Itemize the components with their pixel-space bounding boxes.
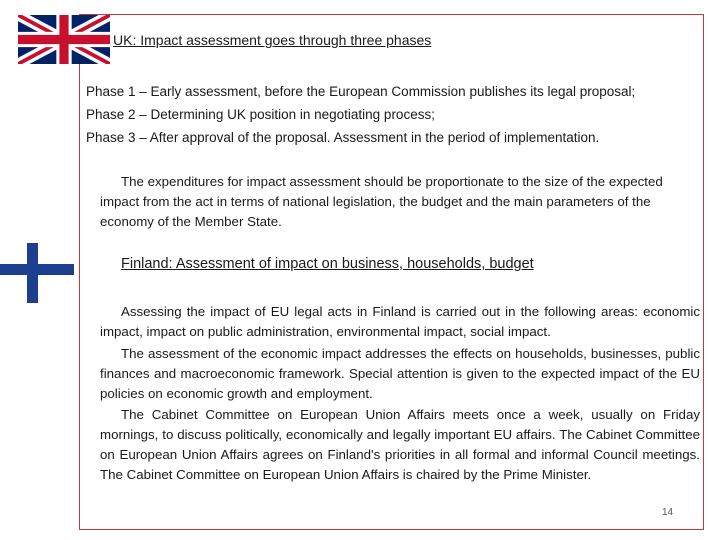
uk-flag-icon	[18, 15, 110, 64]
uk-phase-list	[86, 80, 696, 149]
finland-flag-icon	[0, 243, 74, 303]
page-number: 14	[662, 507, 674, 518]
uk-heading: UK: Impact assessment goes through three phases	[113, 32, 432, 48]
finland-paragraph-cabinet: The Cabinet Committee on European Union Affairs meets once a week, usually on Friday mornings, to discuss politically, economically and legally important EU affairs. The Cabinet Committee on European Union Affairs agrees on Finland's priorities in all formal and informal Council meetings. The Cabinet Committee on European Union Affairs is chaired by the Prime Minister.	[100, 407, 700, 482]
uk-expenditure-paragraph: The expenditures for impact assessment should be proportionate to the size of the expected impact from the act in terms of national legislation, the budget and the main parameters of the economy of the Member State.	[100, 174, 663, 229]
phase-1: Phase 1 – Early assessment, before the European Commission publishes its legal proposal;	[86, 84, 636, 99]
finland-paragraph-areas: Assessing the impact of EU legal acts in Finland is carried out in the following areas: economic impact, impact on public administration, environmental impact, social impact.	[100, 304, 700, 339]
finland-paragraph-economic: The assessment of the economic impact addresses the effects on households, businesses, public finances and macroeconomic framework. Special attention is given to the expected impact of the EU policies on economic growth and employment.	[100, 346, 700, 401]
phase-2: Phase 2 – Determining UK position in negotiating process;	[86, 107, 435, 122]
finland-heading: Finland: Assessment of impact on business, households, budget	[121, 256, 534, 272]
phase-3: Phase 3 – After approval of the proposal. Assessment in the period of implementation.	[86, 130, 600, 145]
